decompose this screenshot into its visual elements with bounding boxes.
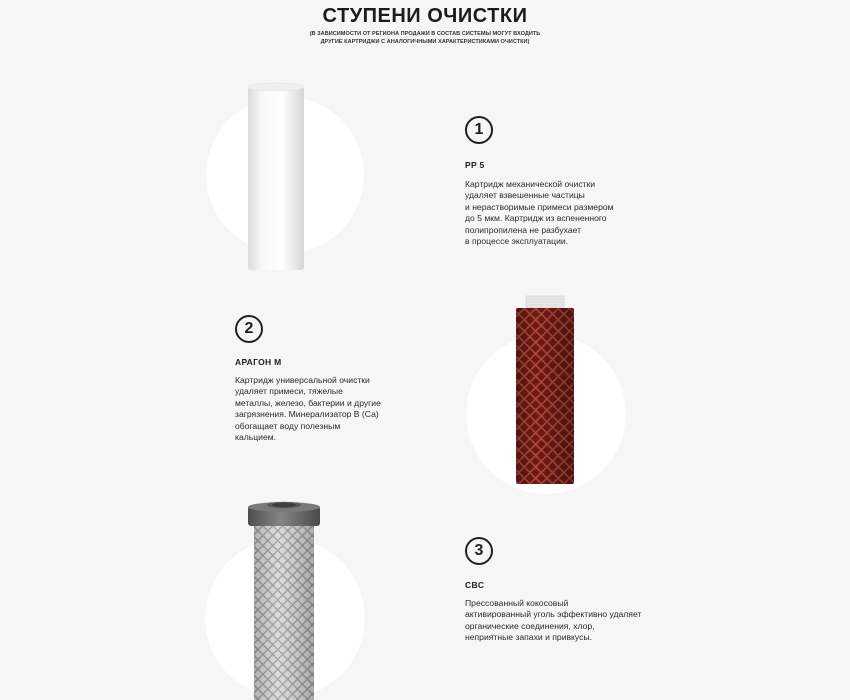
cartridge2-image — [513, 296, 577, 486]
stage3-number-badge: 3 — [465, 537, 493, 565]
page-subtitle-line1: (В ЗАВИСИМОСТИ ОТ РЕГИОНА ПРОДАЖИ В СОСТАВ СИСТЕМЫ МОГУТ ВХОДИТЬ — [309, 31, 541, 37]
stage3-name: CBC — [465, 580, 485, 590]
stage2-number-badge: 2 — [235, 315, 263, 343]
page-subtitle-line2: ДРУГИЕ КАРТРИДЖИ С АНАЛОГИЧНЫМИ ХАРАКТЕРИСТИКАМИ ОЧИСТКИ) — [320, 39, 530, 45]
cartridge3-image — [248, 500, 320, 700]
stage2-description: Картридж универсальной очистки удаляет примеси, тяжелые металлы, железо, бактерии и другие загрязнения. Минерализатор В (Са) обогащает воду полезным кальцием. — [235, 375, 381, 443]
cartridge1-image — [246, 82, 306, 272]
stage2-name: АРАГОН М — [235, 357, 282, 367]
stage1-description: Картридж механической очистки удаляет взвешенные частицы и нерастворимые примеси размером до 5 мкм. Картридж из вспененного полипропилена не разбухает в процессе эксплуатации. — [465, 179, 614, 247]
page-title: СТУПЕНИ ОЧИСТКИ — [322, 5, 528, 27]
stage1-number-badge: 1 — [465, 116, 493, 144]
stage1-name: PP 5 — [465, 160, 485, 170]
stage3-description: Прессованный кокосовый активированный уголь эффективно удаляет органические соединения, хлор, неприятные запахи и привкусы. — [465, 598, 642, 643]
